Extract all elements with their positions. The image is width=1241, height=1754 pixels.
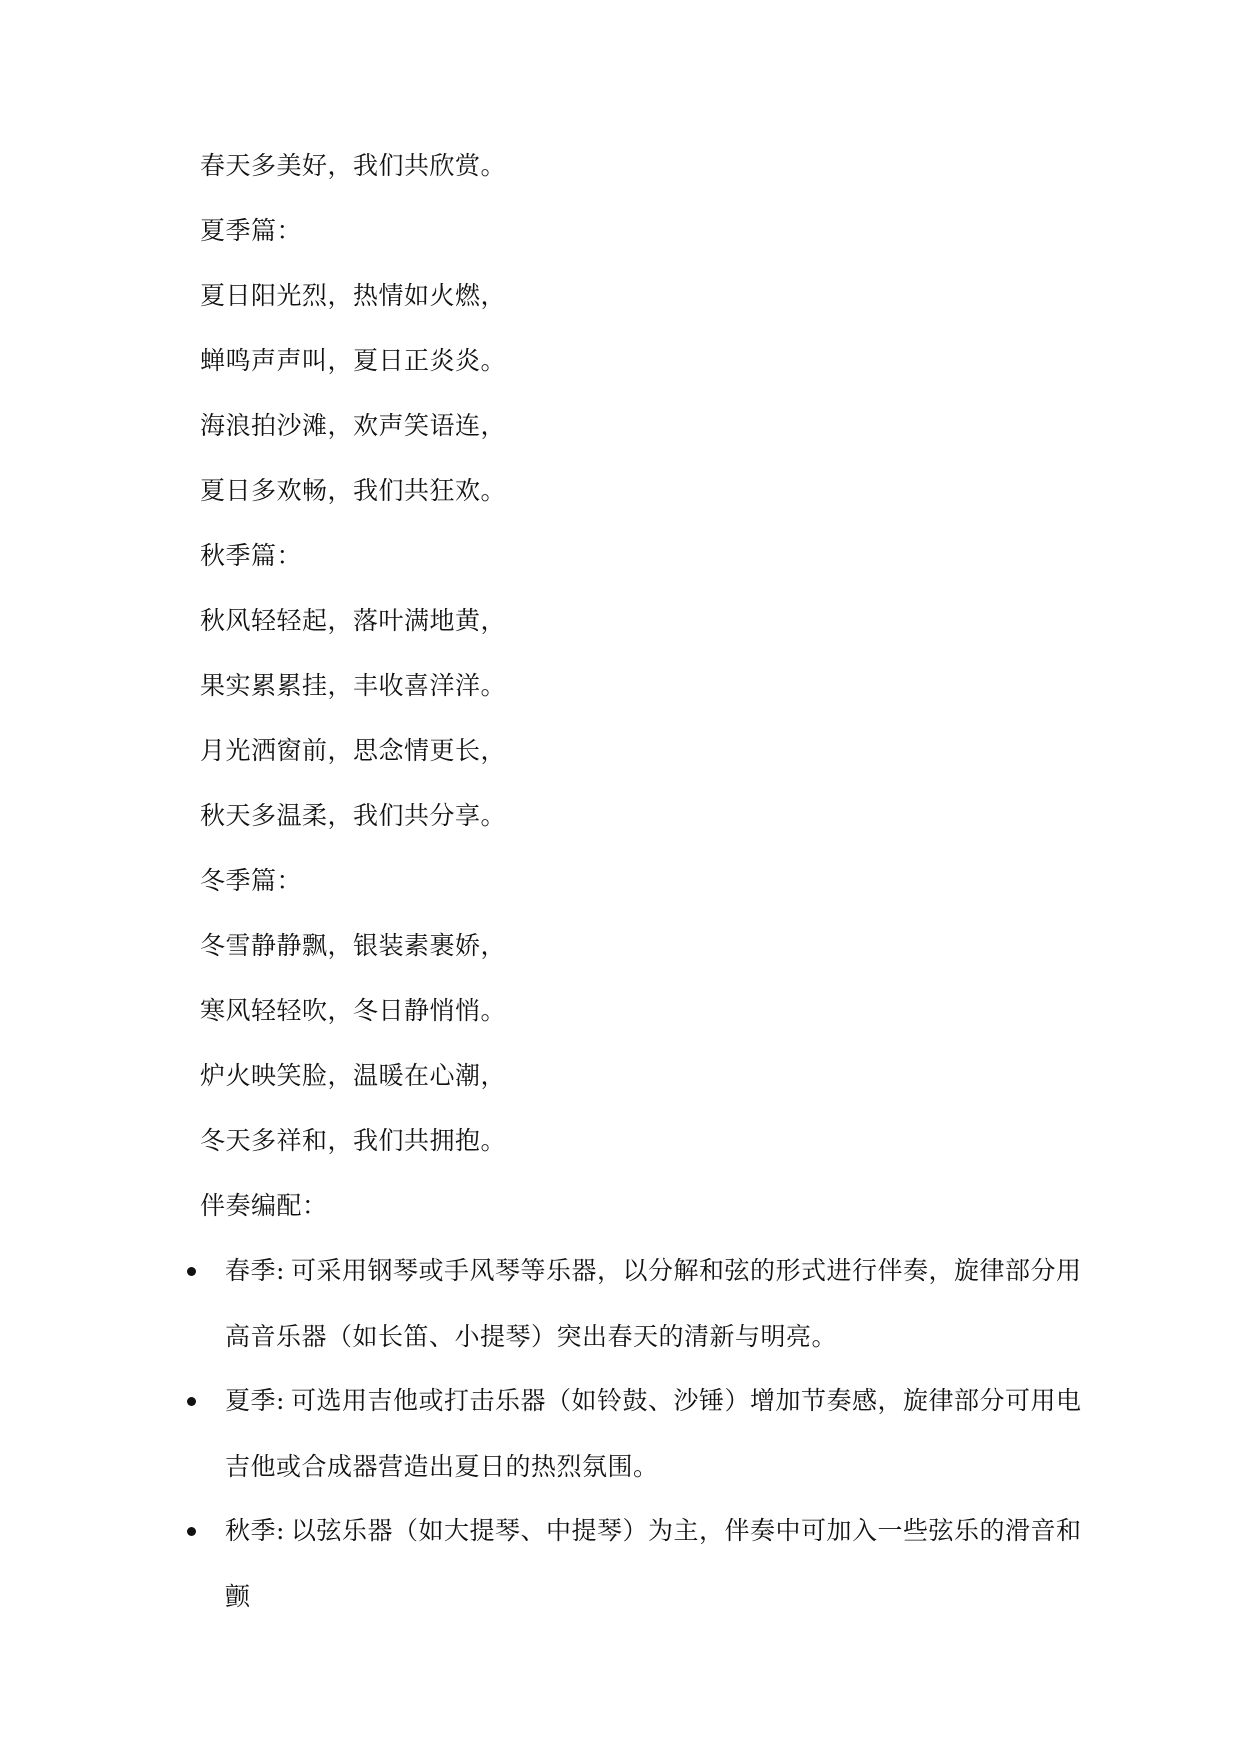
section-heading-winter: 冬季篇： (200, 866, 303, 895)
poem-line: 炉火映笑脸，温暖在心潮， (200, 1061, 507, 1090)
poem-line: 夏日多欢畅，我们共狂欢。 (200, 476, 507, 505)
section-heading-accompaniment: 伴奏编配： (200, 1191, 328, 1220)
poem-line: 果实累累挂，丰收喜洋洋。 (200, 671, 507, 700)
poem-line: 寒风轻轻吹，冬日静悄悄。 (200, 996, 507, 1025)
list-item-body: 可采用钢琴或手风琴等乐器，以分解和弦的形式进行伴奏，旋律部分用高音乐器（如长笛、小提琴）突出春天的清新与明亮。 (225, 1256, 1082, 1351)
poem-line: 秋风轻轻起，落叶满地黄， (200, 606, 507, 635)
bullet-icon (187, 1267, 196, 1276)
section-heading-autumn: 秋季篇： (200, 541, 303, 570)
list-item-label: 春季: (225, 1256, 285, 1285)
list-item-body: 以弦乐器（如大提琴、中提琴）为主，伴奏中可加入一些弦乐的滑音和颤 (225, 1516, 1082, 1611)
bullet-icon (187, 1527, 196, 1536)
poem-line: 秋天多温柔，我们共分享。 (200, 801, 507, 830)
poem-line: 夏日阳光烈，热情如火燃， (200, 281, 507, 310)
poem-line: 海浪拍沙滩，欢声笑语连， (200, 411, 507, 440)
section-heading-summer: 夏季篇： (200, 216, 303, 245)
poem-line: 月光洒窗前，思念情更长， (200, 736, 507, 765)
poem-line: 蝉鸣声声叫，夏日正炎炎。 (200, 346, 507, 375)
list-item-label: 秋季: (225, 1516, 285, 1545)
poem-line: 冬天多祥和，我们共拥抱。 (200, 1126, 507, 1155)
list-item-text (225, 1238, 1087, 1370)
list-item-label: 夏季: (225, 1386, 285, 1415)
poem-line: 冬雪静静飘，银装素裹娇， (200, 931, 507, 960)
list-item-text (225, 1498, 1087, 1630)
list-item-body: 可选用吉他或打击乐器（如铃鼓、沙锤）增加节奏感，旋律部分可用电吉他或合成器营造出夏日的热烈氛围。 (225, 1386, 1082, 1481)
poem-line: 春天多美好，我们共欣赏。 (200, 151, 507, 180)
bullet-icon (187, 1397, 196, 1406)
list-item-text (225, 1368, 1087, 1500)
